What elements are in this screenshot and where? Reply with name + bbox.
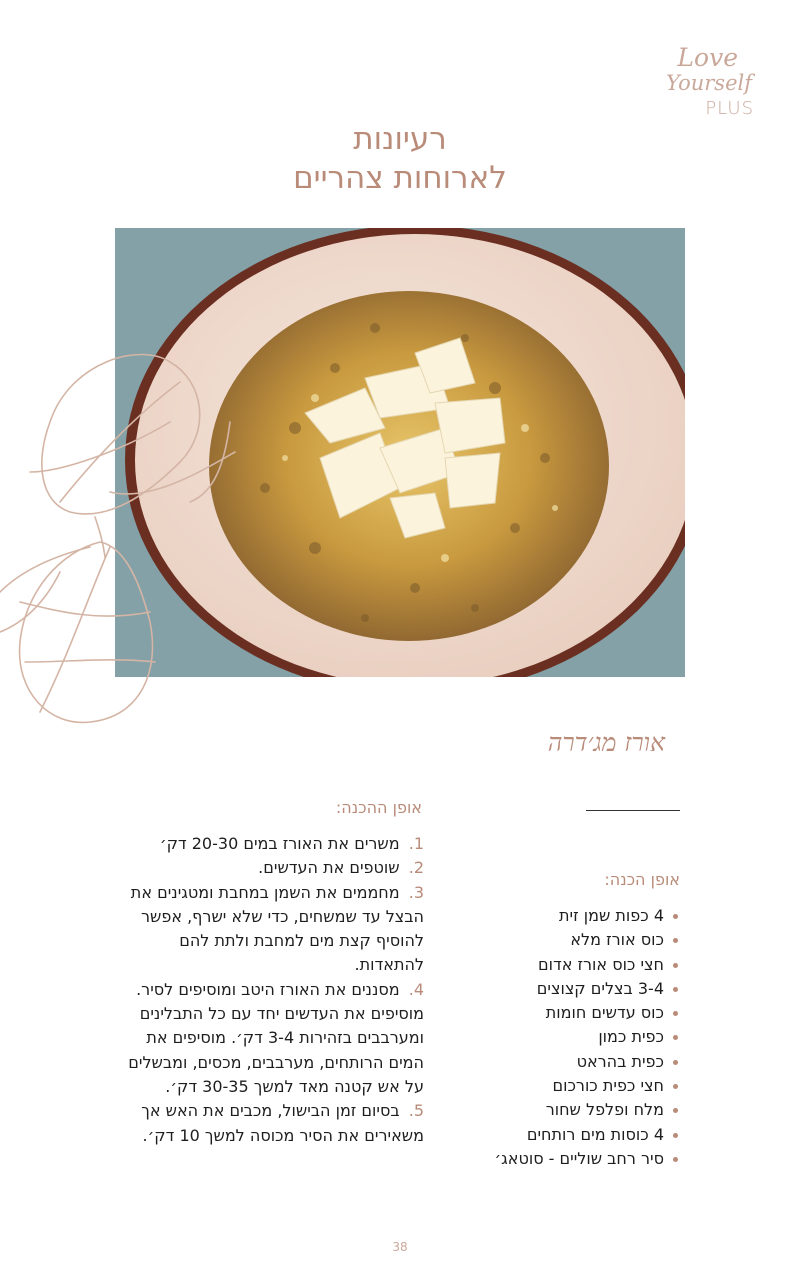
ingredient-item: סיר רחב שוליים - סוטאג׳ — [450, 1147, 680, 1171]
page-title-line2: לארוחות צהריים — [293, 159, 507, 196]
steps-heading: אופן ההכנה: — [335, 798, 422, 817]
brand-logo-line3: PLUS — [705, 98, 754, 119]
ingredient-item: כפית בהראט — [450, 1050, 680, 1074]
step-number: 5. — [408, 1101, 424, 1121]
step-number: 3. — [408, 882, 424, 902]
ingredient-item: כפית כמון — [450, 1025, 680, 1049]
page-title — [0, 120, 800, 198]
step-item — [124, 978, 424, 1099]
ingredient-item: מלח ופלפל שחור — [450, 1098, 680, 1122]
brand-logo-line2: Yourself — [666, 71, 752, 95]
ingredient-item: כוס אורז מלא — [450, 928, 680, 952]
step-text: מסננים את האורז היטב ומוסיפים לסיר. מוסיפים את העדשים יחד עם כל התבלינים ומערבבים בזהירות 3-4 דק׳. מוסיפים את המים הרותחים, מערבבים, מכסים, ומבשלים על אש קטנה מאד למשך 30-35 דק׳. — [128, 979, 424, 1096]
step-number: 1. — [408, 834, 424, 853]
dish-photo — [115, 228, 685, 677]
ingredient-item: כוס עדשים חומות — [450, 1001, 680, 1025]
step-item — [124, 832, 424, 856]
page-title-line1: רעיונות — [353, 121, 447, 157]
step-item — [124, 856, 424, 880]
brand-logo — [648, 43, 758, 124]
ingredients-list — [450, 904, 680, 1171]
divider — [586, 810, 680, 811]
step-number: 2. — [408, 858, 424, 878]
ingredient-item: חצי כוס אורז אדום — [450, 953, 680, 977]
step-number: 4. — [408, 979, 424, 999]
ingredients-heading: אופן הכנה: — [604, 870, 680, 889]
ingredient-item: 4 כפות שמן זית — [450, 904, 680, 928]
step-item — [124, 881, 424, 978]
ingredient-item: 3-4 בצלים קצוצים — [450, 977, 680, 1001]
recipe-name: אורז מג׳דרה — [547, 728, 665, 757]
page-number: 38 — [392, 1240, 408, 1254]
ingredient-item: 4 כוסות מים רותחים — [450, 1123, 680, 1147]
brand-logo-line1: Love — [677, 43, 738, 72]
step-text: מחממים את השמן במחבת ומטגינים את הבצל עד שמשחים, כדי שלא ישרף, אפשר להוסיף קצת מים למחבת ולתת להם להתאדות. — [130, 882, 424, 975]
step-text: משרים את האורז במים 20-30 דק׳ — [159, 834, 400, 853]
ingredient-item: חצי כפית כורכום — [450, 1074, 680, 1098]
step-item — [124, 1099, 424, 1148]
step-text: שוטפים את העדשים. — [258, 858, 400, 878]
steps-list — [124, 832, 424, 1148]
step-text: בסיום זמן הבישול, מכבים את האש אך משאירים את הסיר מכוסה למשך 10 דק׳. — [141, 1101, 424, 1145]
